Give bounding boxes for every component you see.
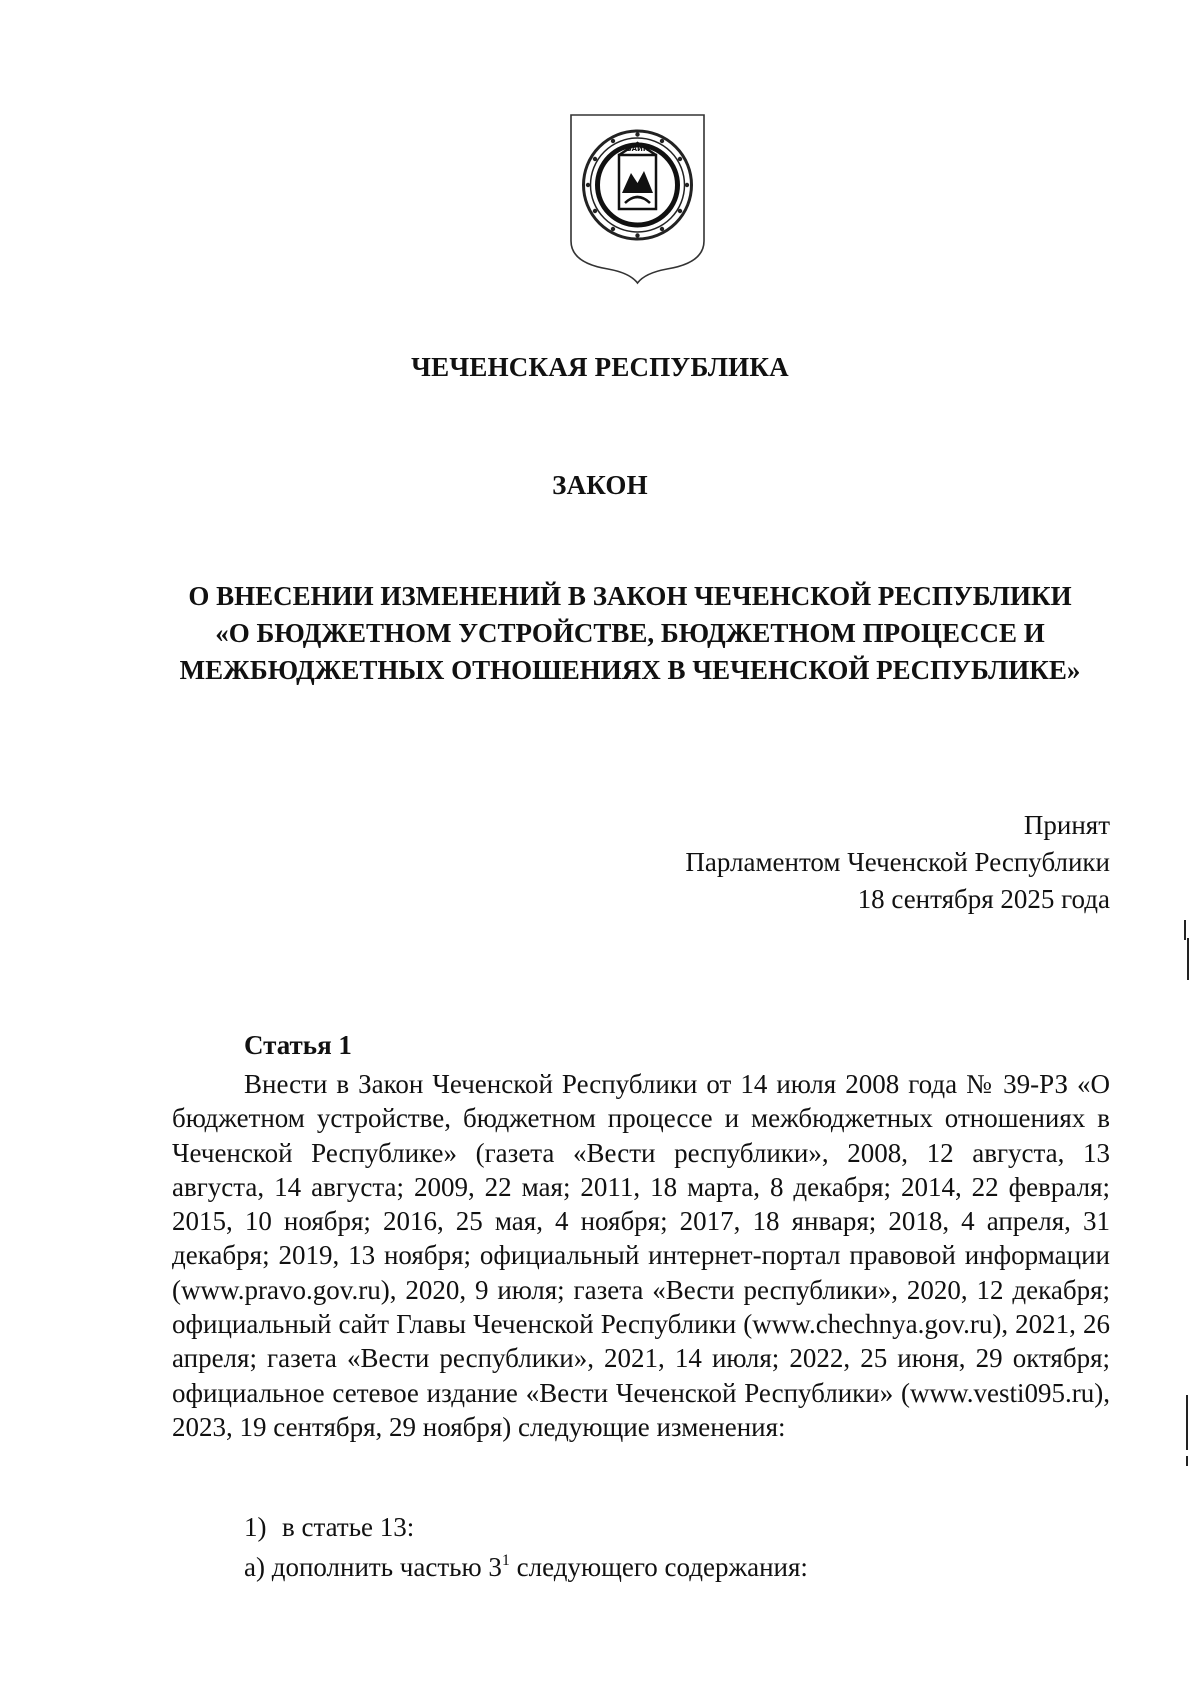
article-title: Статья 1 [244, 1030, 352, 1060]
adopted-date: 18 сентября 2025 года [857, 884, 1110, 914]
sub-item-suffix: следующего содержания: [509, 1552, 808, 1582]
scan-mark [1186, 1395, 1188, 1450]
scan-mark [1187, 938, 1189, 980]
doc-type-heading: ЗАКОН [552, 470, 648, 500]
adopted-label: Принят [1023, 810, 1110, 840]
coat-of-arms-icon [569, 113, 706, 285]
sub-list-item [244, 1552, 808, 1583]
emblem-label: ВАЙН [626, 145, 649, 153]
scan-mark [1184, 920, 1186, 940]
scan-mark [1186, 1456, 1188, 1466]
law-title-line: О ВНЕСЕНИИ ИЗМЕНЕНИЙ В ЗАКОН ЧЕЧЕНСКОЙ РЕСПУБЛИКИ [188, 581, 1072, 611]
law-title-line: «О БЮДЖЕТНОМ УСТРОЙСТВЕ, БЮДЖЕТНОМ ПРОЦЕССЕ И [215, 618, 1045, 648]
law-title [150, 578, 1110, 689]
republic-heading: ЧЕЧЕНСКАЯ РЕСПУБЛИКА [411, 352, 789, 382]
adopted-by: Парламентом Чеченской Республики [685, 847, 1110, 877]
list-item-number: 1) [244, 1512, 267, 1542]
law-title-line: МЕЖБЮДЖЕТНЫХ ОТНОШЕНИЯХ В ЧЕЧЕНСКОЙ РЕСПУБЛИКЕ» [179, 655, 1081, 685]
list-item-text: в статье 13: [282, 1512, 415, 1542]
sub-item-superscript: 1 [501, 1552, 510, 1569]
sub-item-prefix: а) дополнить частью 3 [244, 1552, 502, 1582]
list-item [244, 1512, 414, 1543]
article-paragraph: Внести в Закон Чеченской Республики от 14 июля 2008 года № 39-РЗ «О бюджетном устройстве, бюджетном процессе и межбюджетных отношениях в Чеченской Республике» (газета «Вести республики», 2008, 12 августа, 13 августа, 14 августа; 2009, 22 мая; 2011, 18 марта, 8 декабря; 2014, 22 февраля; 2015, 10 ноября; 2016, 25 мая, 4 ноября; 2017, 18 января; 2018, 4 апреля, 31 декабря; 2019, 13 ноября; официальный интернет-портал правовой информации (www.pravo.gov.ru), 2020, 9 июля; газета «Вести республики», 2020, 12 декабря; официальный сайт Главы Чеченской Республики (www.chechnya.gov.ru), 2021, 26 апреля; газета «Вести республики», 2021, 14 июля; 2022, 25 июня, 29 октября; официальное сетевое издание «Вести Чеченской Республики» (www.vesti095.ru), 2023, 19 сентября, 29 ноября) следующие изменения: [172, 1069, 1110, 1442]
article-body [172, 1067, 1110, 1444]
adoption-block [510, 807, 1110, 918]
